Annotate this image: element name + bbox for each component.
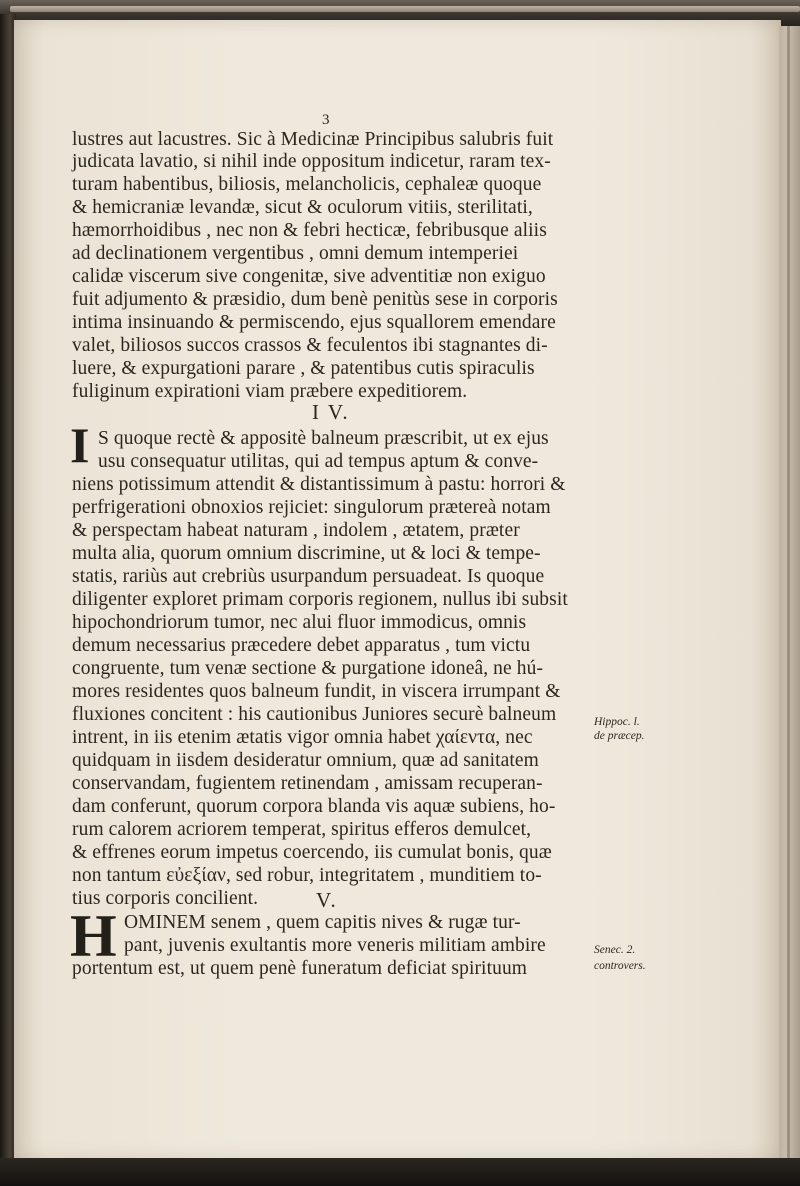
text-line: S quoque rectè & appositè balneum præscribit, ut ex ejus bbox=[98, 428, 549, 449]
drop-cap-i: I bbox=[70, 417, 90, 473]
section-heading-iv: I V. bbox=[312, 400, 350, 424]
text-line: valet, biliosos succos crassos & feculentos ibi stagnantes di- bbox=[72, 335, 548, 356]
text-line: usu consequatur utilitas, qui ad tempus aptum & conve- bbox=[98, 451, 539, 472]
text-line: pant, juvenis exultantis more veneris militiam ambire bbox=[124, 935, 546, 956]
margin-note-hippocrates: de præcep. bbox=[594, 730, 645, 742]
text-line: quidquam in iisdem desideratur omnium, quæ ad sanitatem bbox=[72, 750, 539, 771]
text-line: perfrigerationi obnoxios rejiciet: singulorum prætereà notam bbox=[72, 497, 551, 518]
text-line: turam habentibus, biliosis, melancholicis, cephaleæ quoque bbox=[72, 174, 542, 195]
text-line: tius corporis concilient. bbox=[72, 888, 259, 909]
margin-note-seneca: controvers. bbox=[594, 960, 646, 972]
text-line: lustres aut lacustres. Sic à Medicinæ Principibus salubris fuit bbox=[72, 129, 554, 150]
text-line: conservandam, fugientem retinendam , amissam recuperan- bbox=[72, 773, 543, 794]
margin-note-hippocrates: Hippoc. l. bbox=[594, 716, 640, 728]
page-number: 3 bbox=[322, 112, 330, 128]
text-line: ad declinationem vergentibus , omni demum intemperiei bbox=[72, 243, 519, 264]
text-line: multa alia, quorum omnium discrimine, ut & loci & tempe- bbox=[72, 543, 541, 564]
text-line: judicata lavatio, si nihil inde oppositum indicetur, raram tex- bbox=[72, 151, 551, 172]
text-line: fluxiones concitent : his cautionibus Juniores securè balneum bbox=[72, 704, 557, 725]
text-line: congruente, tum venæ sectione & purgatione idoneâ, ne hú- bbox=[72, 658, 544, 679]
text-line: & effrenes eorum impetus coercendo, iis cumulat bonis, quæ bbox=[72, 842, 552, 863]
text-line: intrent, in iis etenim ætatis vigor omnia habet χαίεντα, nec bbox=[72, 727, 533, 748]
text-line: non tantum εὐεξίαν, sed robur, integritatem , munditiem to- bbox=[72, 865, 542, 886]
text-line: hipochondriorum tumor, nec alui fluor immodicus, omnis bbox=[72, 612, 527, 633]
text-line: rum calorem acriorem temperat, spiritus efferos demulcet, bbox=[72, 819, 532, 840]
text-line: intima insinuando & permiscendo, ejus squallorem emendare bbox=[72, 312, 556, 333]
text-line: fuit adjumento & præsidio, dum benè penitùs sese in corporis bbox=[72, 289, 558, 310]
text-line: & perspectam habeat naturam , indolem , ætatem, præter bbox=[72, 520, 520, 541]
text-line: fuliginum expirationi viam præbere expeditiorem. bbox=[72, 381, 468, 402]
text-line: niens potissimum attendit & distantissimum à pastu: horrori & bbox=[72, 474, 566, 495]
text-line: demum necessarius præcedere debet apparatus , tum victu bbox=[72, 635, 531, 656]
text-line: OMINEM senem , quem capitis nives & rugæ tur- bbox=[124, 912, 521, 933]
text-line: diligenter exploret primam corporis regionem, nullus ibi subsit bbox=[72, 589, 568, 610]
drop-cap-h: H bbox=[70, 903, 117, 969]
text-line: mores residentes quos balneum fundit, in viscera irrumpant & bbox=[72, 681, 561, 702]
text-line: statis, rariùs aut crebriùs usurpandum persuadeat. Is quoque bbox=[72, 566, 545, 587]
text-line: portentum est, ut quem penè funeratum deficiat spirituum bbox=[72, 958, 528, 979]
text-line: luere, & expurgationi parare , & patentibus cutis spiraculis bbox=[72, 358, 535, 379]
text-line: & hemicraniæ levandæ, sicut & oculorum vitiis, sterilitati, bbox=[72, 197, 533, 218]
text-line: calidæ viscerum sive congenitæ, sive adventitiæ non exiguo bbox=[72, 266, 546, 287]
text-line: dam conferunt, quorum corpora blanda vis aquæ subiens, ho- bbox=[72, 796, 556, 817]
margin-note-seneca: Senec. 2. bbox=[594, 944, 636, 956]
section-heading-v: V. bbox=[316, 888, 338, 912]
text-line: hæmorrhoidibus , nec non & febri hecticæ, febribusque aliis bbox=[72, 220, 547, 241]
